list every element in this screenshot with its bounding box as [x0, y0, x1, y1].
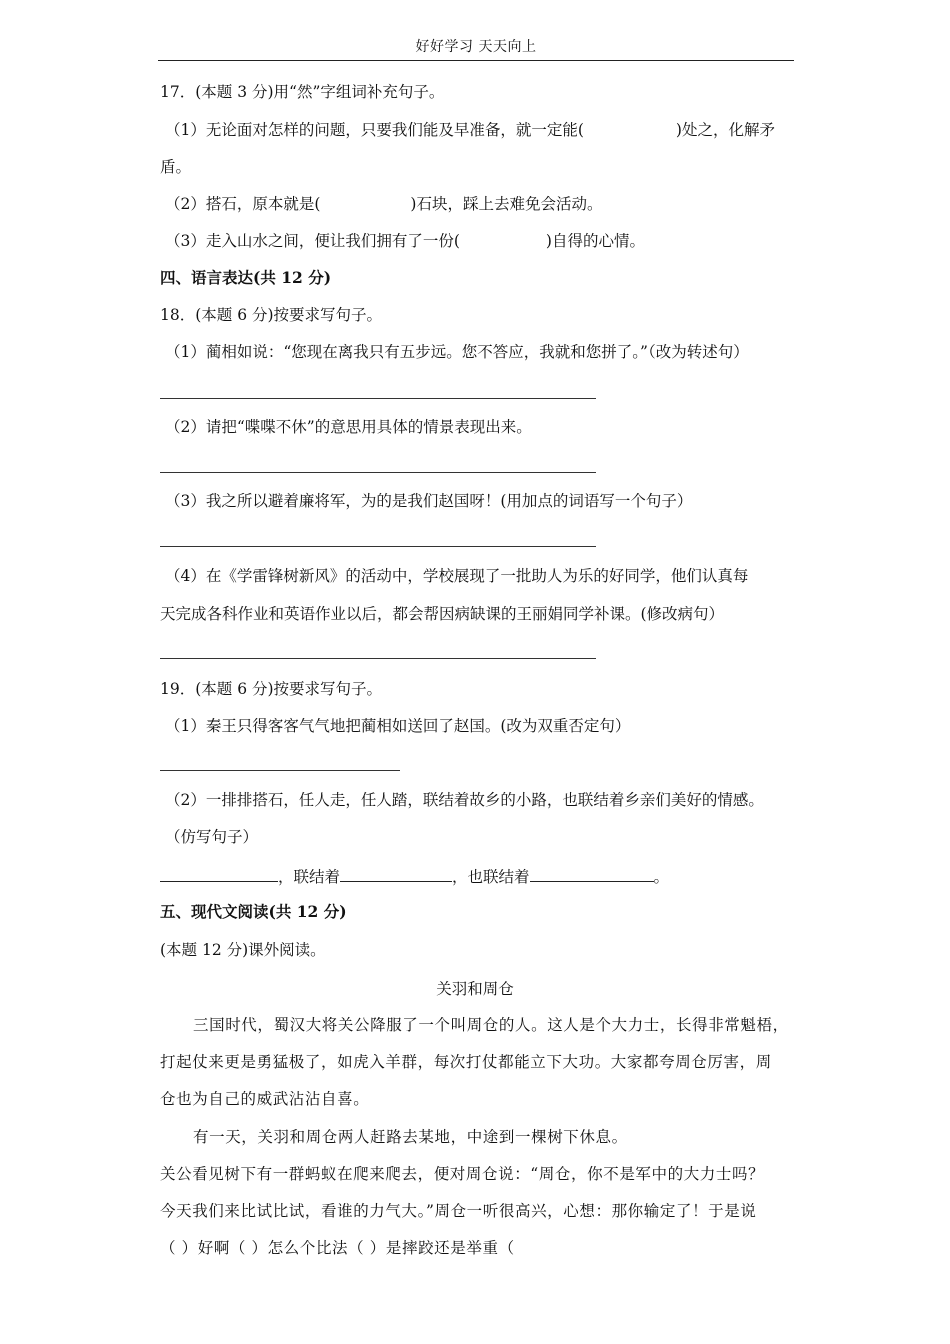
- q17-s2-part-b: )石块，踩上去难免会活动。: [410, 195, 603, 213]
- q17-s1-part-b: )处之，化解矛: [675, 121, 775, 139]
- q17-stem: 17．(本题 3 分)用“然”字组词补充句子。: [160, 83, 445, 101]
- q19-fill-text-a: ，联结着: [278, 868, 341, 886]
- q19-fill-blank-3[interactable]: [530, 865, 654, 882]
- q19-fill-text-c: 。: [653, 868, 670, 886]
- passage-p1-line-3: 仓也为自己的威武沾沾自喜。: [160, 1090, 370, 1108]
- header-rule: [158, 60, 794, 61]
- passage-p2-line-1: 有一天，关羽和周仓两人赶路去某地，中途到一棵树下休息。: [193, 1128, 628, 1146]
- passage-p1-line-1: 三国时代，蜀汉大将关公降服了一个叫周仓的人。这人是个大力士，长得非常魁梧，: [193, 1016, 789, 1034]
- reading-stem: (本题 12 分)课外阅读。: [160, 941, 326, 959]
- q17-sentence-3: [165, 231, 645, 251]
- q18-sentence-2: （2）请把“喋喋不休”的意思用具体的情景表现出来。: [165, 418, 532, 436]
- section-5-title: 五、现代文阅读(共 12 分): [160, 902, 347, 921]
- q18-sentence-4a: （4）在《学雷锋树新风》的活动中，学校展现了一批助人为乐的好同学，他们认真每: [165, 567, 749, 585]
- q19-stem: 19．(本题 6 分)按要求写句子。: [160, 680, 383, 698]
- passage-punctuation-exercise[interactable]: （ ）好啊（ ）怎么个比法（ ）是摔跤还是举重（: [160, 1239, 515, 1257]
- section-4-title: 四、语言表达(共 12 分): [160, 268, 332, 287]
- q19-sentence-2b: （仿写句子）: [165, 828, 259, 846]
- q19-sentence-1: （1）秦王只得客客气气地把蔺相如送回了赵国。(改为双重否定句）: [165, 717, 631, 735]
- passage-p2-line-2: 关公看见树下有一群蚂蚁在爬来爬去，便对周仓说：“周仓，你不是军中的大力士吗？: [160, 1165, 765, 1183]
- passage-p2-line-3: 今天我们来比试比试，看谁的力气大。”周仓一听很高兴，心想：那你输定了！于是说: [160, 1202, 757, 1220]
- passage-p1-line-2: 打起仗来更是勇猛极了，如虎入羊群，每次打仗都能立下大功。大家都夸周仓厉害，周: [160, 1053, 772, 1071]
- q17-s2-part-a: （2）搭石，原本就是(: [165, 195, 321, 213]
- page-header: 好好学习 天天向上: [415, 39, 537, 55]
- q18-sentence-3: （3）我之所以避着廉将军，为的是我们赵国呀！(用加点的词语写一个句子）: [165, 492, 693, 510]
- q19-sentence-2a: （2）一排排搭石，任人走，任人踏，联结着故乡的小路，也联结着乡亲们美好的情感。: [165, 791, 764, 809]
- q18-stem: 18．(本题 6 分)按要求写句子。: [160, 306, 383, 324]
- q17-s3-part-b: )自得的心情。: [545, 232, 645, 250]
- q18-answer-line-4[interactable]: [160, 658, 596, 659]
- q19-imitation-fill: [160, 865, 669, 887]
- passage-title: 关羽和周仓: [436, 980, 514, 998]
- q18-answer-line-3[interactable]: [160, 546, 596, 547]
- q17-s1-wrap: 盾。: [160, 158, 192, 176]
- q18-sentence-4b: 天完成各科作业和英语作业以后，都会帮因病缺课的王丽娟同学补课。(修改病句）: [160, 605, 725, 623]
- q19-fill-blank-1[interactable]: [160, 865, 278, 882]
- q18-sentence-1: （1）蔺相如说：“您现在离我只有五步远。您不答应，我就和您拼了。”（改为转述句）: [165, 343, 749, 361]
- q18-answer-line-1[interactable]: [160, 398, 596, 399]
- q19-fill-blank-2[interactable]: [340, 865, 452, 882]
- q19-answer-line-1[interactable]: [160, 770, 400, 771]
- q17-sentence-2: [165, 194, 602, 214]
- q17-sentence-1: [165, 120, 775, 140]
- q17-s1-part-a: （1）无论面对怎样的问题，只要我们能及早准备，就一定能(: [165, 121, 584, 139]
- q17-s3-part-a: （3）走入山水之间，便让我们拥有了一份(: [165, 232, 460, 250]
- q19-fill-text-b: ，也联结着: [452, 868, 530, 886]
- q18-answer-line-2[interactable]: [160, 472, 596, 473]
